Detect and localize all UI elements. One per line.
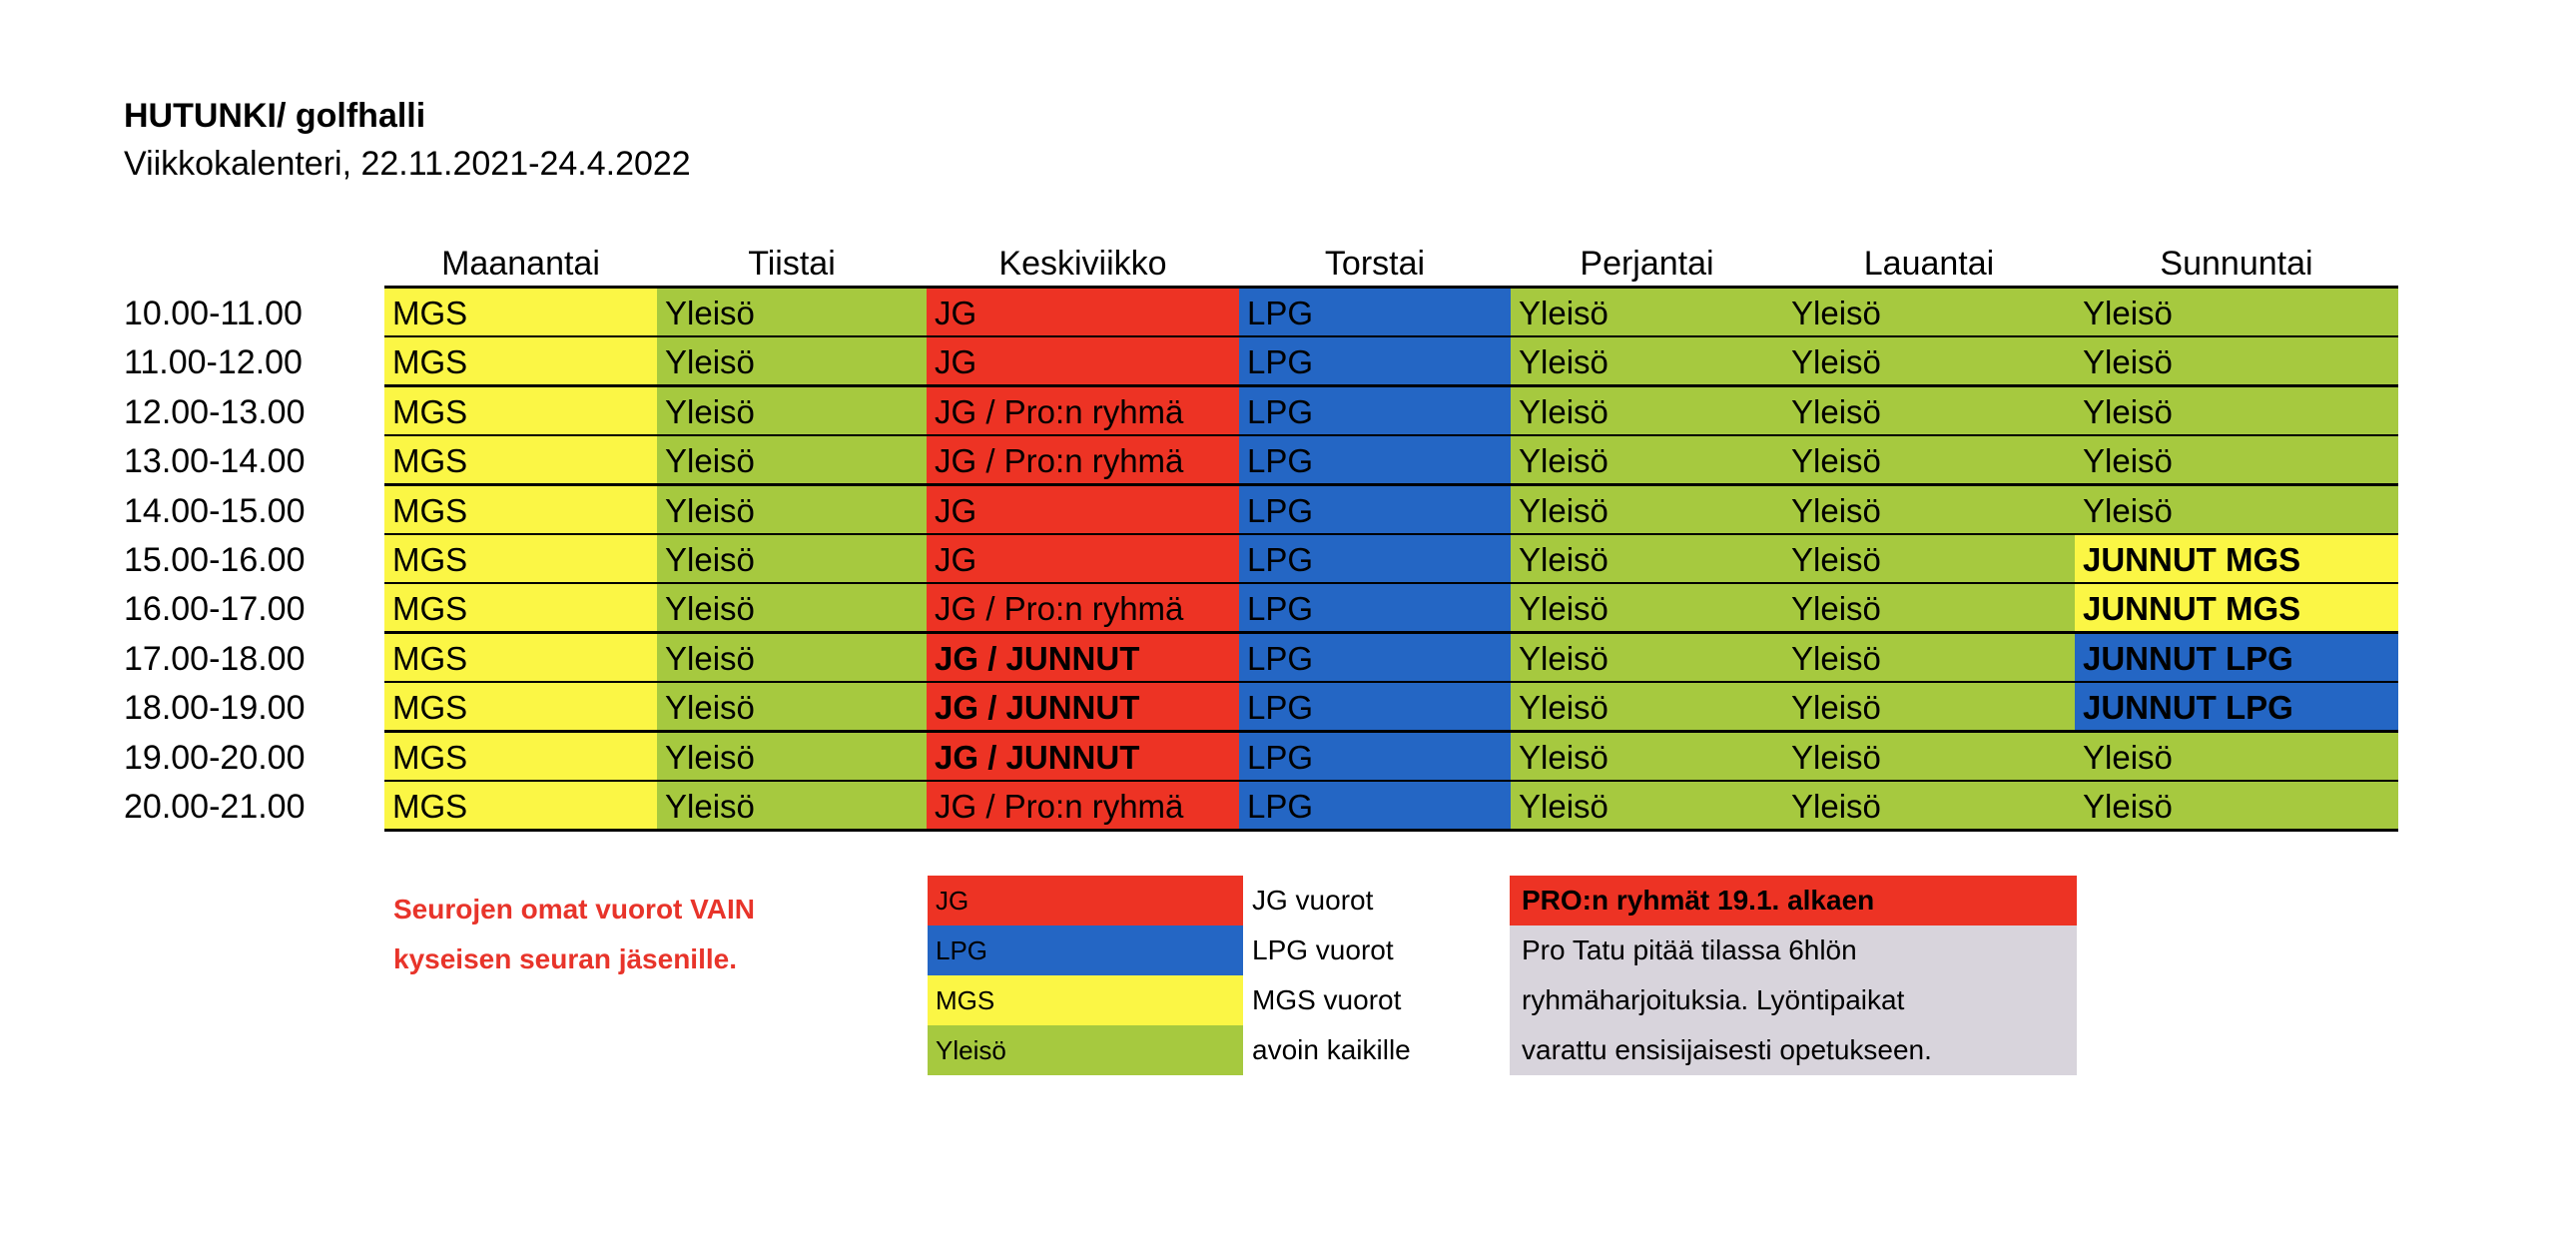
schedule-cell: Yleisö <box>657 337 927 387</box>
day-header-perjantai: Perjantai <box>1580 245 1714 283</box>
schedule-cell: LPG <box>1239 486 1511 536</box>
schedule-cell: MGS <box>384 584 657 634</box>
schedule-cell: Yleisö <box>2075 387 2398 437</box>
schedule-cell: Yleisö <box>657 436 927 486</box>
schedule-cell: MGS <box>384 486 657 536</box>
schedule-cell: JUNNUT LPG <box>2075 683 2398 733</box>
day-header-maanantai: Maanantai <box>441 245 600 283</box>
schedule-cell: Yleisö <box>2075 782 2398 832</box>
schedule-cell: JUNNUT MGS <box>2075 535 2398 585</box>
day-header-tiistai: Tiistai <box>748 245 836 283</box>
schedule-cell: LPG <box>1239 436 1511 486</box>
schedule-cell: Yleisö <box>2075 733 2398 783</box>
legend-label: MGS vuorot <box>1252 984 1402 1015</box>
schedule-cell: Yleisö <box>1783 733 2075 783</box>
schedule-cell: Yleisö <box>1511 683 1783 733</box>
schedule-cell: Yleisö <box>657 387 927 437</box>
time-slot-label: 17.00-18.00 <box>124 639 306 678</box>
page-subtitle: Viikkokalenteri, 22.11.2021-24.4.2022 <box>124 145 691 183</box>
schedule-cell: Yleisö <box>1511 584 1783 634</box>
schedule-row <box>124 436 2420 486</box>
schedule-cell: Yleisö <box>2075 486 2398 536</box>
header-row <box>124 240 2420 288</box>
schedule-cell: LPG <box>1239 782 1511 832</box>
schedule-cell: Yleisö <box>1783 634 2075 684</box>
schedule-cell: JG / Pro:n ryhmä <box>927 387 1239 437</box>
row-divider <box>384 829 2398 832</box>
time-slot-label: 19.00-20.00 <box>124 738 306 777</box>
schedule-cell: Yleisö <box>2075 337 2398 387</box>
page-title: HUTUNKI/ golfhalli <box>124 97 426 135</box>
schedule-cell: JG <box>927 337 1239 387</box>
schedule-cell: JG <box>927 289 1239 338</box>
schedule-cell: Yleisö <box>1511 289 1783 338</box>
schedule-row <box>124 337 2420 387</box>
schedule-cell: Yleisö <box>1783 387 2075 437</box>
schedule-row <box>124 289 2420 338</box>
schedule-cell: JG <box>927 486 1239 536</box>
schedule-cell: LPG <box>1239 289 1511 338</box>
schedule-cell: MGS <box>384 337 657 387</box>
schedule-cell: JG <box>927 535 1239 585</box>
legend-swatch: Yleisö <box>928 1025 1243 1075</box>
schedule-cell: MGS <box>384 634 657 684</box>
schedule-cell: LPG <box>1239 733 1511 783</box>
schedule-cell: LPG <box>1239 584 1511 634</box>
schedule-cell: JG / Pro:n ryhmä <box>927 584 1239 634</box>
schedule-cell: JG / Pro:n ryhmä <box>927 436 1239 486</box>
schedule-cell: Yleisö <box>1511 535 1783 585</box>
legend-swatch: LPG <box>928 925 1243 975</box>
time-slot-label: 13.00-14.00 <box>124 442 306 481</box>
time-slot-label: 16.00-17.00 <box>124 590 306 629</box>
pro-heading: PRO:n ryhmät 19.1. alkaen <box>1510 876 2077 925</box>
schedule-row <box>124 486 2420 536</box>
schedule-cell: Yleisö <box>1511 486 1783 536</box>
time-slot-label: 14.00-15.00 <box>124 491 306 530</box>
schedule-cell: Yleisö <box>1511 634 1783 684</box>
schedule-cell: Yleisö <box>1783 289 2075 338</box>
time-slot-label: 18.00-19.00 <box>124 689 306 728</box>
legend-label: LPG vuorot <box>1252 934 1394 965</box>
schedule-cell: MGS <box>384 436 657 486</box>
time-slot-label: 15.00-16.00 <box>124 541 306 579</box>
schedule-cell: LPG <box>1239 387 1511 437</box>
schedule-row <box>124 584 2420 634</box>
pro-info-line: ryhmäharjoituksia. Lyöntipaikat <box>1522 984 1905 1015</box>
schedule-cell: Yleisö <box>1783 436 2075 486</box>
schedule-cell: Yleisö <box>1783 486 2075 536</box>
schedule-row <box>124 733 2420 783</box>
day-header-keskiviikko: Keskiviikko <box>998 245 1167 283</box>
time-slot-label: 10.00-11.00 <box>124 295 303 332</box>
schedule-cell: MGS <box>384 733 657 783</box>
legend-label: JG vuorot <box>1252 885 1374 916</box>
schedule-cell: Yleisö <box>1511 733 1783 783</box>
schedule-row <box>124 683 2420 733</box>
schedule-row <box>124 535 2420 585</box>
schedule-cell: JUNNUT MGS <box>2075 584 2398 634</box>
schedule-cell: Yleisö <box>1511 436 1783 486</box>
schedule-cell: Yleisö <box>657 782 927 832</box>
schedule-cell: MGS <box>384 387 657 437</box>
schedule-cell: JG / JUNNUT <box>927 683 1239 733</box>
pro-info-box <box>1510 925 2077 1075</box>
schedule-cell: Yleisö <box>1511 337 1783 387</box>
schedule-cell: Yleisö <box>657 683 927 733</box>
schedule-cell: LPG <box>1239 634 1511 684</box>
schedule-cell: LPG <box>1239 337 1511 387</box>
schedule-cell: Yleisö <box>1783 782 2075 832</box>
schedule-cell: Yleisö <box>657 584 927 634</box>
members-only-note-line2: kyseisen seuran jäsenille. <box>393 943 737 974</box>
schedule-cell: MGS <box>384 289 657 338</box>
schedule-cell: JG / Pro:n ryhmä <box>927 782 1239 832</box>
schedule-cell: MGS <box>384 683 657 733</box>
schedule-cell: JG / JUNNUT <box>927 634 1239 684</box>
schedule-cell: Yleisö <box>657 486 927 536</box>
schedule-cell: Yleisö <box>657 289 927 338</box>
legend-label: avoin kaikille <box>1252 1034 1411 1065</box>
schedule-row <box>124 782 2420 832</box>
pro-info-line: varattu ensisijaisesti opetukseen. <box>1522 1034 1932 1065</box>
schedule-cell: JG / JUNNUT <box>927 733 1239 783</box>
schedule-row <box>124 634 2420 684</box>
schedule-cell: Yleisö <box>657 634 927 684</box>
schedule-cell: Yleisö <box>2075 436 2398 486</box>
schedule-cell: MGS <box>384 782 657 832</box>
schedule-cell: LPG <box>1239 535 1511 585</box>
schedule-cell: Yleisö <box>1783 683 2075 733</box>
day-header-lauantai: Lauantai <box>1863 245 1995 283</box>
schedule-cell: Yleisö <box>1783 584 2075 634</box>
legend-swatch: MGS <box>928 975 1243 1025</box>
time-slot-label: 12.00-13.00 <box>124 392 306 431</box>
schedule-cell: Yleisö <box>657 733 927 783</box>
day-header-torstai: Torstai <box>1324 245 1426 283</box>
day-header-sunnuntai: Sunnuntai <box>2160 245 2313 283</box>
schedule-cell: JUNNUT LPG <box>2075 634 2398 684</box>
schedule-row <box>124 387 2420 437</box>
schedule-cell: LPG <box>1239 683 1511 733</box>
schedule-cell: Yleisö <box>1511 387 1783 437</box>
schedule-cell: Yleisö <box>1783 535 2075 585</box>
schedule-cell: Yleisö <box>1511 782 1783 832</box>
time-slot-label: 11.00-12.00 <box>124 343 303 382</box>
time-slot-label: 20.00-21.00 <box>124 788 306 826</box>
schedule-cell: MGS <box>384 535 657 585</box>
schedule-cell: Yleisö <box>657 535 927 585</box>
pro-info-line: Pro Tatu pitää tilassa 6hlön <box>1522 934 1857 965</box>
members-only-note-line1: Seurojen omat vuorot VAIN <box>393 894 755 925</box>
schedule-cell: Yleisö <box>2075 289 2398 338</box>
legend-swatch: JG <box>928 876 1243 925</box>
schedule-cell: Yleisö <box>1783 337 2075 387</box>
